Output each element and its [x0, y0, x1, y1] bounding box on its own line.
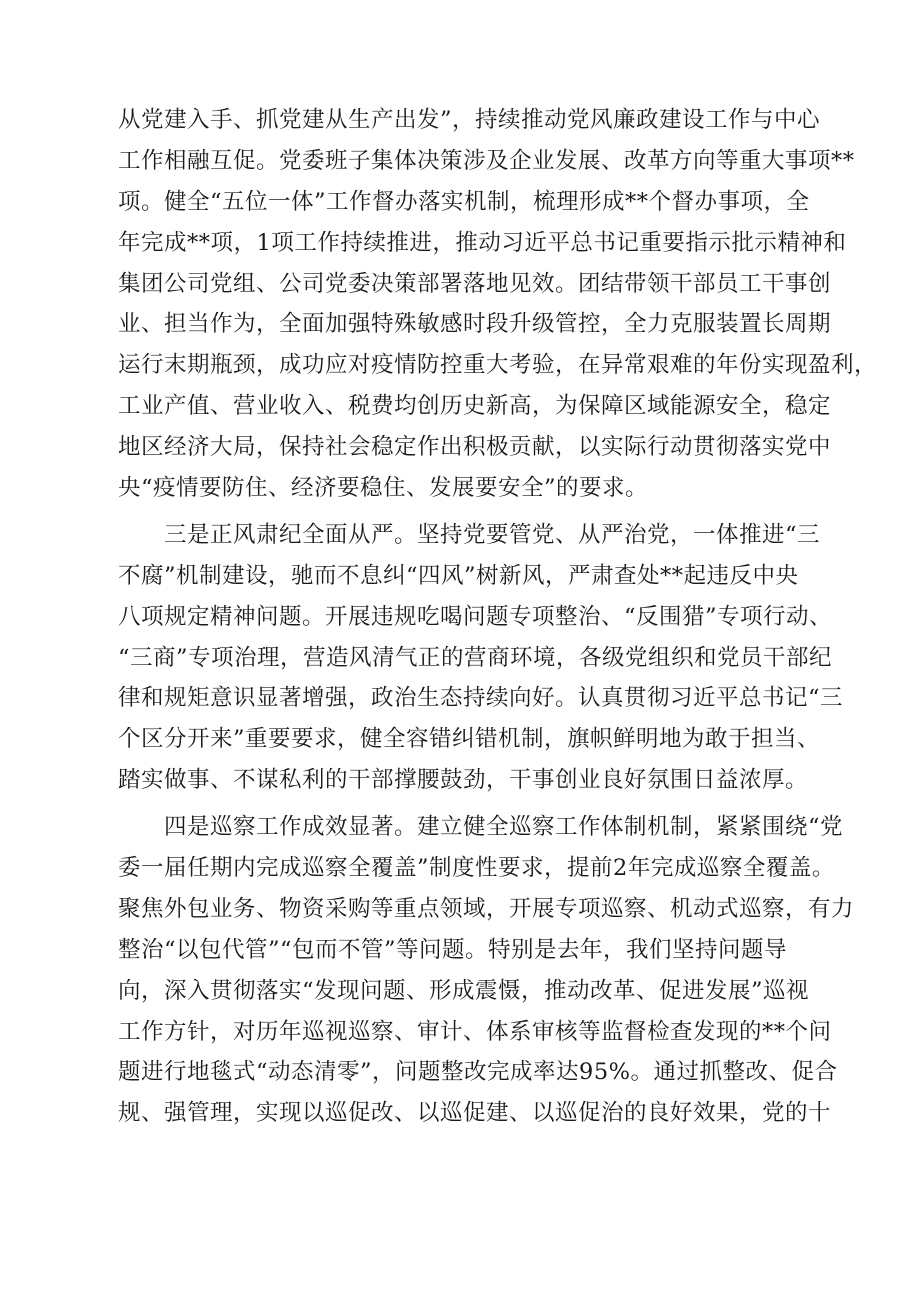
text-line: 委一届任期内完成巡察全覆盖”制度性要求，提前2年完成巡察全覆盖。 — [118, 855, 835, 882]
paragraph-inspection — [118, 807, 855, 1134]
text-line: 四是巡察工作成效显著。建立健全巡察工作体制机制，紧紧围绕“党 — [164, 814, 844, 841]
text-line: 律和规矩意识显著增强，政治生态持续向好。认真贯彻习近平总书记“三 — [118, 685, 844, 712]
text-line: 三是正风肃纪全面从严。坚持党要管党、从严治党，一体推进“三 — [164, 521, 821, 548]
text-line: 规、强管理，实现以巡促改、以巡促建、以巡促治的良好效果，党的十 — [118, 1100, 832, 1127]
text-line: 工业产值、营业收入、税费均创历史新高，为保障区域能源安全，稳定 — [118, 393, 832, 420]
text-line: 业、担当作为，全面加强特殊敏感时段升级管控，全力克服装置长周期 — [118, 311, 832, 338]
text-line: 踏实做事、不谋私利的干部撑腰鼓劲，干事创业良好氛围日益浓厚。 — [118, 767, 809, 794]
text-line: 工作方针，对历年巡视巡察、审计、体系审核等监督检查发现的**个问 — [118, 1018, 832, 1045]
text-line: 不腐”机制建设，驰而不息纠“四风”树新风，严肃查处**起违反中央 — [118, 562, 799, 589]
text-line: “三商”专项治理，营造风清气正的营商环境，各级党组织和党员干部纪 — [118, 644, 833, 671]
text-line: 八项规定精神问题。开展违规吃喝问题专项整治、“反围猎”专项行动、 — [118, 603, 833, 630]
paragraph-discipline — [118, 515, 844, 801]
text-line: 从党建入手、抓党建从生产出发”，持续推动党风廉政建设工作与中心 — [118, 107, 821, 133]
text-line: 央“疫情要防住、经济要稳住、发展要安全”的要求。 — [118, 475, 649, 502]
document-body — [118, 100, 878, 1134]
text-line: 年完成**项，1项工作持续推进，推动习近平总书记重要指示批示精神和 — [118, 229, 847, 256]
text-line: 地区经济大局，保持社会稳定作出积极贡献，以实际行动贯彻落实党中 — [118, 434, 832, 461]
text-line: 工作相融互促。党委班子集体决策涉及企业发展、改革方向等重大事项** — [118, 147, 855, 174]
text-line: 项。健全“五位一体”工作督办落实机制，梳理形成**个督办事项，全 — [118, 188, 810, 215]
text-line: 集团公司党组、公司党委决策部署落地见效。团结带领干部员工干事创 — [118, 270, 832, 297]
text-line: 个区分开来”重要要求，健全容错纠错机制，旗帜鲜明地为敢于担当、 — [118, 726, 821, 753]
paragraph-continuation — [118, 100, 878, 509]
text-line: 聚焦外包业务、物资采购等重点领域，开展专项巡察、机动式巡察，有力 — [118, 895, 855, 922]
text-line: 整治“以包代管”“包而不管”等问题。特别是去年，我们坚持问题导 — [118, 936, 788, 963]
text-line: 向，深入贯彻落实“发现问题、形成震慑，推动改革、促进发展”巡视 — [118, 977, 810, 1004]
text-line: 题进行地毯式“动态清零”，问题整改完成率达95%。通过抓整改、促合 — [118, 1059, 838, 1086]
text-line: 运行末期瓶颈，成功应对疫情防控重大考验，在异常艰难的年份实现盈利， — [118, 352, 878, 379]
